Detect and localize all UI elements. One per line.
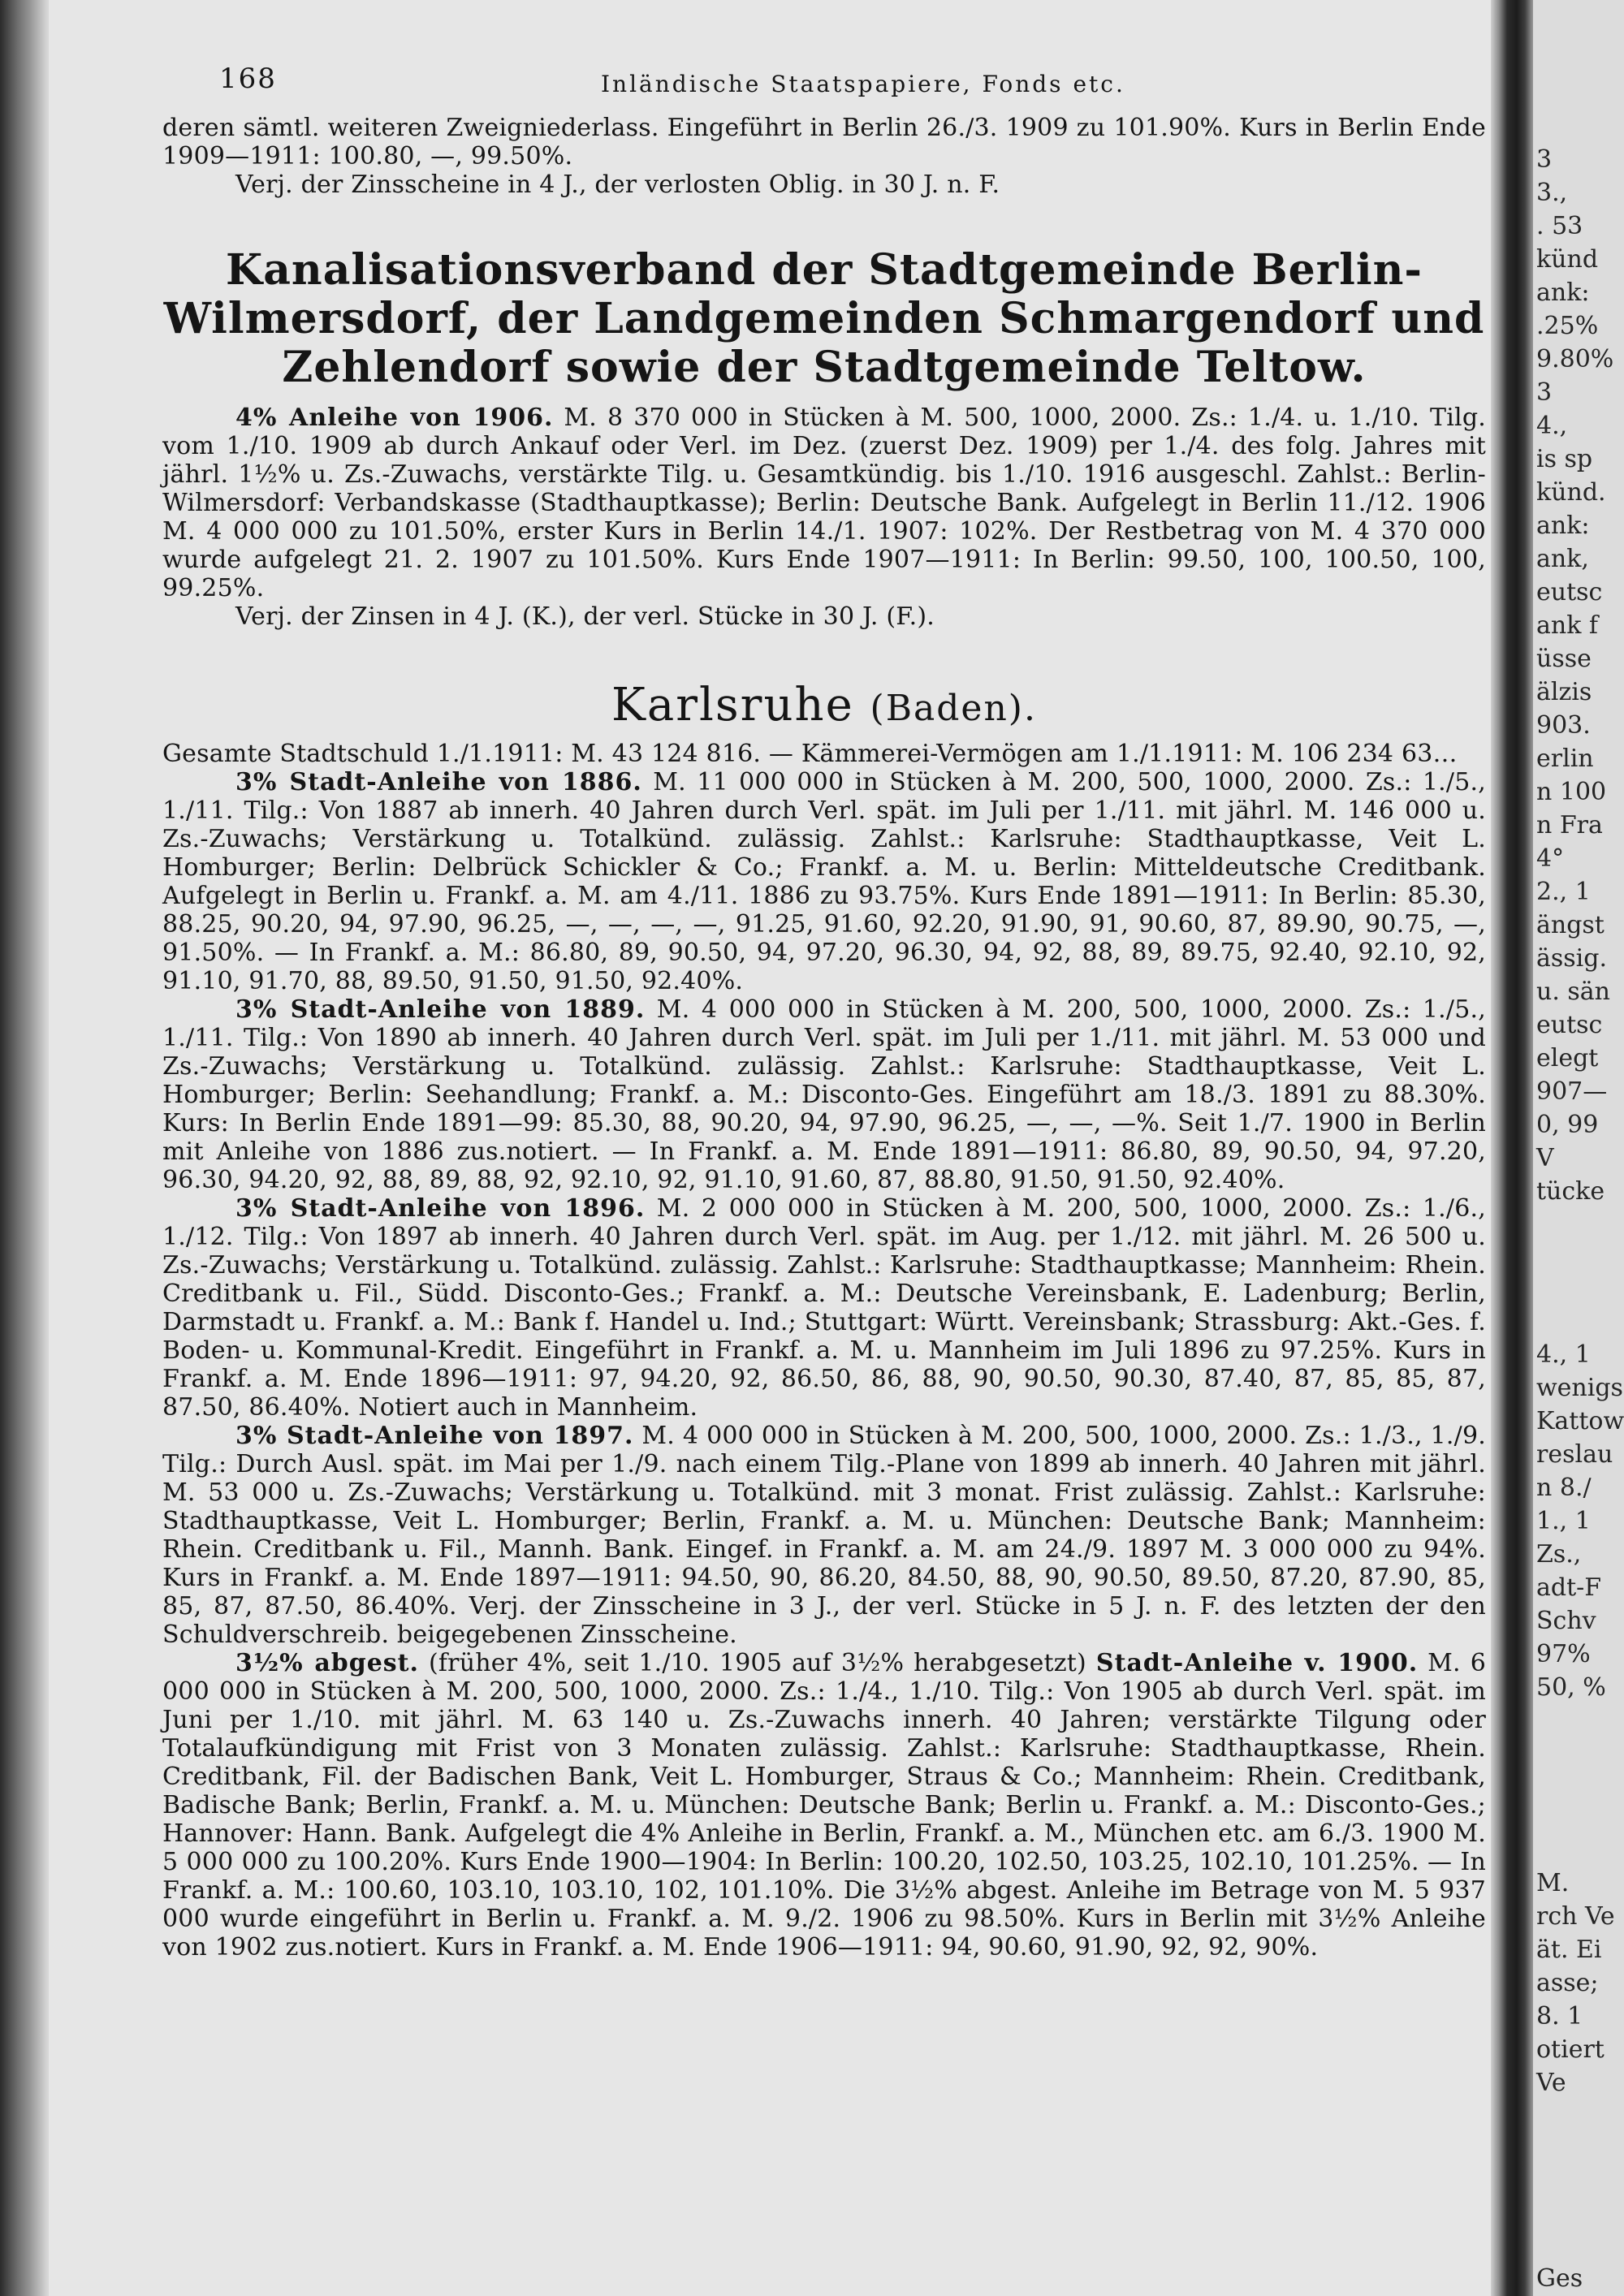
neighbour-text-fragment: . 53 xyxy=(1536,212,1583,240)
neighbour-text-fragment: künd. xyxy=(1536,478,1606,507)
scan-left-edge xyxy=(0,0,47,2296)
book-page xyxy=(49,0,1491,2296)
neighbour-text-fragment: wenigs xyxy=(1536,1374,1623,1402)
neighbour-text-fragment: 1., 1 xyxy=(1536,1507,1591,1535)
neighbour-text-fragment: Ve xyxy=(1536,2069,1566,2097)
loan-text: M. 11 000 000 in Stücken à M. 200, 500, 1000, 2000. Zs.: 1./5., 1./11. Tilg.: Von 1887 ab innerh. 40 Jahren durch Verl. spät. im Juli per 1./11. mit jährl. M. 146 000 u. Zs.-Zuwachs; Verstärkung u. Totalkünd. zulässig. Zahlst.: Karlsruhe: Stadthauptkasse, Veit L. Homburger; Berlin: Delbrück Schickler & Co.; Frankf. a. M. u. Berlin: Mitteldeutsche Creditbank. Aufgelegt in Berlin u. Frankf. a. M. am 4./11. 1886 zu 93.75%. Kurs Ende 1891—1911: In Berlin: 85.30, 88.25, 90.20, 94, 97.90, 96.25, —, —, —, —, 91.25, 91.60, 92.20, 91.90, 91, 90.60, 87, 89.90, 90.75, —, 91.50%. — In Frankf. a. M.: 86.80, 89, 90.50, 94, 97.20, 96.30, 94, 92, 88, 89, 89.75, 92.40, 92.10, 92, 91.10, 91.70, 88, 89.50, 91.50, 91.50, 92.40%. xyxy=(162,768,1486,995)
neighbour-text-fragment: 0, 99 xyxy=(1536,1111,1599,1139)
neighbour-text-fragment: 97% xyxy=(1536,1640,1591,1668)
neighbour-text-fragment: älzis xyxy=(1536,678,1592,706)
neighbour-text-fragment: 4° xyxy=(1536,844,1565,873)
loan-entry xyxy=(162,1422,1486,1649)
neighbour-text-fragment: üsse xyxy=(1536,645,1592,673)
loan-entry xyxy=(162,1649,1486,1962)
neighbour-page-fragment xyxy=(1533,0,1624,2296)
debt-summary: Gesamte Stadtschuld 1./1.1911: M. 43 124 816. — Kämmerei-Vermögen am 1./1.1911: M. 106 234 63… xyxy=(162,740,1458,768)
loan-note: (früher 4%, seit 1./10. 1905 auf 3½% herabgesetzt) xyxy=(428,1649,1086,1677)
neighbour-text-fragment: rch Ve xyxy=(1536,1902,1615,1931)
book-gutter xyxy=(1491,0,1533,2296)
loan-entry xyxy=(162,768,1486,995)
neighbour-text-fragment: M. xyxy=(1536,1869,1570,1897)
loan-text: M. 8 370 000 in Stücken à M. 500, 1000, 2000. Zs.: 1./4. u. 1./10. Tilg. vom 1./10. 1909 ab durch Ankauf oder Verl. im Dez. (zuerst Dez. 1909) per 1./4. des folg. Jahres mit jährl. 1½% u. Zs.-Zuwachs, verstärkte Tilg. u. Gesamtkündig. bis 1./10. 1916 ausgeschl. Zahlst.: Berlin-Wilmersdorf: Verbandskasse (Stadthauptkasse); Berlin: Deutsche Bank. Aufgelegt in Berlin 11./12. 1906 M. 4 000 000 zu 101.50%, erster Kurs in Berlin 14./1. 1907: 102%. Der Restbetrag von M. 4 370 000 wurde aufgelegt 21. 2. 1907 zu 101.50%. Kurs Ende 1907—1911: In Berlin: 99.50, 100, 100.50, 100, 99.25%. xyxy=(162,404,1486,602)
section-title-line: Wilmersdorf, der Landgemeinden Schmargendorf und xyxy=(163,294,1485,343)
neighbour-text-fragment: 4., xyxy=(1536,412,1568,440)
neighbour-text-fragment: .25% xyxy=(1536,312,1599,340)
running-title: Inländische Staatspapiere, Fonds etc. xyxy=(601,71,1125,97)
neighbour-text-fragment: ät. Ei xyxy=(1536,1936,1602,1964)
loan-heading: 3½% abgest. xyxy=(235,1649,419,1677)
loan-heading: 4% Anleihe von 1906. xyxy=(235,404,554,432)
section-title-karlsruhe xyxy=(162,681,1486,733)
loan-entry xyxy=(162,404,1486,602)
neighbour-text-fragment: n Fra xyxy=(1536,811,1603,839)
neighbour-text-fragment: 907— xyxy=(1536,1077,1608,1106)
neighbour-text-fragment: Kattow xyxy=(1536,1407,1624,1435)
neighbour-text-fragment: 8. 1 xyxy=(1536,2002,1583,2031)
loan-heading: 3% Stadt-Anleihe von 1889. xyxy=(235,995,646,1024)
neighbour-text-fragment: 3., xyxy=(1536,179,1568,207)
loan-heading: 3% Stadt-Anleihe von 1886. xyxy=(235,768,642,796)
loan-entry xyxy=(162,1194,1486,1422)
section-title-kanalisationsverband xyxy=(162,246,1486,392)
neighbour-text-fragment: Ges xyxy=(1536,2264,1583,2293)
neighbour-text-fragment: 903. xyxy=(1536,711,1591,740)
loan-heading: 3% Stadt-Anleihe von 1897. xyxy=(235,1422,634,1450)
section-title-line: Kanalisationsverband der Stadtgemeinde Berlin- xyxy=(226,245,1423,295)
neighbour-text-fragment: asse; xyxy=(1536,1969,1599,1997)
neighbour-text-fragment: ässig. xyxy=(1536,944,1608,973)
verj-note: Verj. der Zinsen in 4 J. (K.), der verl. Stücke in 30 J. (F.). xyxy=(235,602,935,631)
intro-verj: Verj. der Zinsscheine in 4 J., der verlosten Oblig. in 30 J. n. F. xyxy=(235,170,1000,199)
neighbour-text-fragment: 50, % xyxy=(1536,1673,1606,1702)
neighbour-text-fragment: otiert xyxy=(1536,2035,1605,2064)
city-region: (Baden). xyxy=(870,688,1037,729)
loan-text: M. 4 000 000 in Stücken à M. 200, 500, 1000, 2000. Zs.: 1./5., 1./11. Tilg.: Von 1890 ab innerh. 40 Jahren durch Verl. spät. im Juli per 1./11. mit jährl. M. 53 000 und Zs.-Zuwachs; Verstärkung u. Totalkünd. zulässig. Zahlst.: Karlsruhe: Stadthauptkasse, Veit L. Homburger; Berlin: Seehandlung; Frankf. a. M.: Disconto-Ges. Eingeführt am 18./3. 1891 zu 88.30%. Kurs: In Berlin Ende 1891—99: 85.30, 88, 90.20, 94, 97.90, 96.25, —, —, —%. Seit 1./7. 1900 in Berlin mit Anleihe von 1886 zus.notiert. — In Frankf. a. M. Ende 1891—1911: 86.80, 89, 90.50, 94, 97.20, 96.30, 94.20, 92, 88, 89, 88, 92, 92.10, 92, 91.10, 91.60, 87, 88.80, 91.50, 91.50, 92.40%. xyxy=(162,995,1486,1194)
neighbour-text-fragment: eutsc xyxy=(1536,578,1603,606)
city-name: Karlsruhe xyxy=(611,679,854,732)
neighbour-text-fragment: n 100 xyxy=(1536,778,1607,806)
section-title-line: Zehlendorf sowie der Stadtgemeinde Teltow. xyxy=(282,343,1367,392)
neighbour-text-fragment: u. sän xyxy=(1536,978,1610,1006)
loan-text: M. 6 000 000 in Stücken à M. 200, 500, 1000, 2000. Zs.: 1./4., 1./10. Tilg.: Von 1905 ab durch Verl. spät. im Juni per 1./10. mit jährl. M. 63 140 u. Zs.-Zuwachs innerh. 40 Jahren; verstärkte Tilgung oder Totalaufkündigung mit Frist von 3 Monaten zulässig. Zahlst.: Karlsruhe: Stadthauptkasse, Rhein. Creditbank, Fil. der Badischen Bank, Veit L. Homburger, Straus & Co.; Mannheim: Rhein. Creditbank, Badische Bank; Berlin, Frankf. a. M. u. München: Deutsche Bank; Berlin u. Frankf. a. M.: Disconto-Ges.; Hannover: Hann. Bank. Aufgelegt die 4% Anleihe in Berlin, Frankf. a. M., München etc. am 6./3. 1900 M. 5 000 000 zu 100.20%. Kurs Ende 1900—1904: In Berlin: 100.20, 102.50, 103.25, 102.10, 101.25%. — In Frankf. a. M.: 100.60, 103.10, 103.10, 102, 101.10%. Die 3½% abgest. Anleihe im Betrage von M. 5 937 000 wurde eingeführt in Berlin u. Frankf. a. M. 9./2. 1906 zu 98.50%. Kurs in Berlin mit 3½% Anleihe von 1902 zus.notiert. Kurs in Frankf. a. M. Ende 1906—1911: 94, 90.60, 91.90, 92, 92, 90%. xyxy=(162,1649,1486,1962)
running-head xyxy=(162,65,1486,114)
loan-text: M. 2 000 000 in Stücken à M. 200, 500, 1000, 2000. Zs.: 1./6., 1./12. Tilg.: Von 1897 ab innerh. 40 Jahren durch Verl. spät. im Aug. per 1./12. mit jährl. M. 26 500 u. Zs.-Zuwachs; Verstärkung u. Totalkünd. zulässig. Zahlst.: Karlsruhe: Stadthauptkasse; Mannheim: Rhein. Creditbank u. Fil., Südd. Disconto-Ges.; Frankf. a. M.: Deutsche Vereinsbank, E. Ladenburg; Berlin, Darmstadt u. Frankf. a. M.: Bank f. Handel u. Ind.; Stuttgart: Württ. Vereinsbank; Strassburg: Akt.-Ges. f. Boden- u. Kommunal-Kredit. Eingeführt in Frankf. a. M. u. Mannheim im Juli 1896 zu 97.25%. Kurs in Frankf. a. M. Ende 1896—1911: 97, 94.20, 92, 86.50, 86, 88, 90, 90.50, 90.30, 87.40, 87, 85, 85, 87, 87.50, 86.40%. Notiert auch in Mannheim. xyxy=(162,1194,1486,1422)
neighbour-text-fragment: Zs., xyxy=(1536,1540,1582,1569)
neighbour-text-fragment: ank: xyxy=(1536,278,1590,307)
neighbour-text-fragment: elegt xyxy=(1536,1044,1599,1072)
page-content xyxy=(162,65,1486,1962)
neighbour-text-fragment: künd xyxy=(1536,245,1599,274)
neighbour-text-fragment: 3 xyxy=(1536,378,1553,407)
neighbour-text-fragment: n 8./ xyxy=(1536,1474,1592,1502)
neighbour-text-fragment: tücke xyxy=(1536,1177,1605,1206)
neighbour-text-fragment: V xyxy=(1536,1144,1554,1172)
neighbour-text-fragment: 9.80% xyxy=(1536,345,1614,373)
neighbour-text-fragment: 4., 1 xyxy=(1536,1340,1591,1369)
page-number: 168 xyxy=(219,63,277,95)
neighbour-text-fragment: Schv xyxy=(1536,1607,1596,1635)
neighbour-text-fragment: ank: xyxy=(1536,511,1590,540)
neighbour-text-fragment: eutsc xyxy=(1536,1011,1603,1039)
neighbour-text-fragment: is sp xyxy=(1536,445,1593,473)
neighbour-text-fragment: ank f xyxy=(1536,611,1599,640)
loan-entry xyxy=(162,995,1486,1194)
neighbour-text-fragment: 3 xyxy=(1536,145,1553,174)
loan-heading-cont: Stadt-Anleihe v. 1900. xyxy=(1095,1649,1419,1677)
neighbour-text-fragment: adt-F xyxy=(1536,1573,1602,1602)
loan-heading: 3% Stadt-Anleihe von 1896. xyxy=(235,1194,646,1223)
loan-text: M. 4 000 000 in Stücken à M. 200, 500, 1000, 2000. Zs.: 1./3., 1./9. Tilg.: Durch Ausl. spät. im Mai per 1./9. nach einem Tilg.-Plane von 1899 ab innerh. 40 Jahren mit jährl. M. 53 000 u. Zs.-Zuwachs; Verstärkung u. Totalkünd. mit 3 monat. Frist zulässig. Zahlst.: Karlsruhe: Stadthauptkasse, Veit L. Homburger; Berlin, Frankf. a. M. u. München: Deutsche Bank; Mannheim: Rhein. Creditbank u. Fil., Mannh. Bank. Eingef. in Frankf. a. M. am 24./9. 1897 M. 3 000 000 zu 94%. Kurs in Frankf. a. M. Ende 1897—1911: 94.50, 90, 86.20, 84.50, 88, 90, 90.50, 89.50, 87.20, 87.90, 85, 85, 87, 87.50, 86.40%. Verj. der Zinsscheine in 3 J., der verl. Stücke in 5 J. n. F. des letzten der den Schuldverschreib. beigegebenen Zinsscheine. xyxy=(162,1422,1486,1649)
neighbour-text-fragment: 2., 1 xyxy=(1536,878,1591,906)
neighbour-text-fragment: ängst xyxy=(1536,911,1605,939)
intro-paragraph: deren sämtl. weiteren Zweigniederlass. Eingeführt in Berlin 26./3. 1909 zu 101.90%. Kurs in Berlin Ende 1909—1911: 100.80, —, 99.50%. xyxy=(162,114,1486,170)
neighbour-text-fragment: ank, xyxy=(1536,545,1589,573)
neighbour-text-fragment: erlin xyxy=(1536,744,1594,773)
neighbour-text-fragment: reslau xyxy=(1536,1440,1613,1469)
